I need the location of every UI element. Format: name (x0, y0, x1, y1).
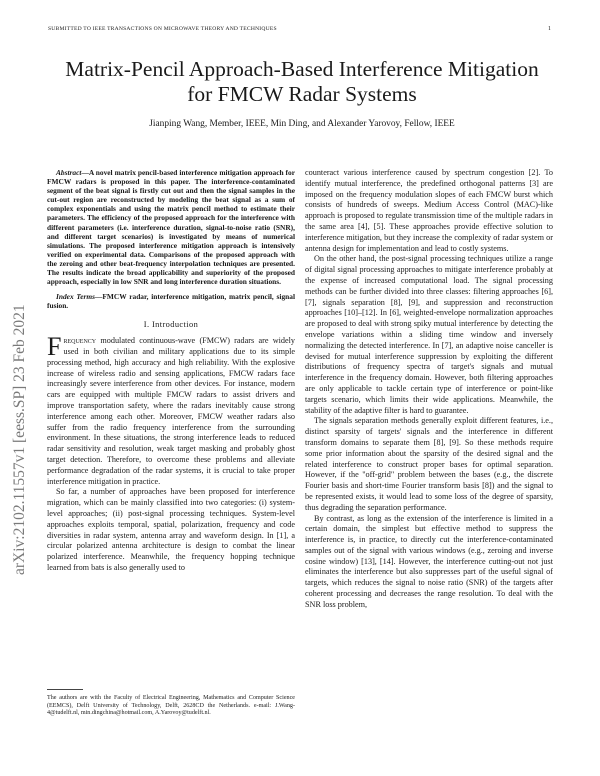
author-list: Jianping Wang, Member, IEEE, Min Ding, and Alexander Yarovoy, Fellow, IEEE (149, 119, 455, 129)
section-heading: I. Introduction (143, 320, 199, 330)
right-column (305, 168, 553, 611)
author-footnote: The authors are with the Faculty of Electrical Engineering, Mathematics and Computer Science (EEMCS), Delft University of Technology, Delft, 2628CD the Netherlands. e-mail: J.Wang-4@tudelft.nl, min.dingchina@hotmail.com, A.Yarovoy@tudelft.nl. (47, 695, 295, 717)
drop-cap: F (47, 332, 62, 362)
left-column (47, 168, 295, 574)
abstract-text: —A novel matrix pencil-based interference mitigation approach for FMCW radars is proposed in this paper. The interference-contaminated segment of the beat signal is firstly cut out and then the signal samples in the cut-out region are reconstructed by modeling the beat signal as a sum of complex exponentials and using the matrix pencil method to estimate their parameters. The efficiency of the proposed approach for the interference with different parameters (i.e. interference duration, signal-to-noise ratio (SNR), and different target scenarios) is investigated by means of numerical simulations. The proposed interference mitigation approach is intensively verified on experimental data. Comparisons of the proposed approach with the zeroing and other beat-frequency interpolation techniques are presented. The results indicate the broad applicability and superiority of the proposed approach, especially in low SNR and long interference duration situations. (47, 168, 295, 287)
right-paragraph-4: By contrast, as long as the extension of the interference is limited in a certain domain, the simplest but effective method to suppress the interference is, in practice, to directly cut the interference-contaminated samples out of the signal with various windows (e.g., zeroing and inverse cosine window) [13], [14]. However, the interference cutting-out not just eliminates the interference but also suppresses part of the useful signal of targets, which reduces the signal to noise ratio (SNR) of the targets after coherent processing and decreases the range resolution. To deal with the SNR loss problem, (305, 513, 553, 609)
abstract (47, 168, 295, 286)
intro-paragraph-1 (47, 332, 295, 487)
paper-title: Matrix-Pencil Approach-Based Interference Mitigation for FMCW Radar Systems (65, 57, 539, 106)
running-head: SUBMITTED TO IEEE TRANSACTIONS ON MICROWAVE THEORY AND TECHNIQUES (48, 26, 277, 32)
index-terms (47, 292, 295, 310)
arxiv-stamp[interactable]: arXiv:2102.11557v1 [eess.SP] 23 Feb 2021 (11, 304, 28, 575)
right-paragraph-2: On the other hand, the post-signal processing techniques utilize a range of digital signal processing approaches to mitigate interference probably at the expense of increased computational load. The signal processing methods can be further divided into three classes: filtering approaches [6], [7], signals separation [8], [9], and suppression and reconstruction approaches [10]–[12]. In [6], weighted-envelope normalization approaches are proposed to deal with strong spiky mutual interference by detecting the envelope variations within a sliding time window and inversely normalizing the detected interference. In [7], an adaptive noise canceller is devised for mutual interference suppression by exploiting the different distributions of frequency spectra of target's signals and mutual interference in the frequency domain. However, both filtering approaches are only applicable to tackle certain type of interference or point-like targets scenario, which limits their wide applications. Meanwhile, the stability of the adaptive filter is hard to guarantee. (305, 254, 553, 415)
page-number: 1 (548, 26, 551, 32)
intro-small-caps: requency (63, 336, 97, 346)
intro-paragraph-1-text: modulated continuous-wave (FMCW) radars are widely used in both civilian and military applications due to its simple processing method, high accuracy and high reliability. With the explosive increase of wireless radio and sensing applications, FMCW radars face increasingly severe interference from other devices. For instance, modern cars are equipped with multiple FMCW radars to assist drivers and improve transportation safety, where the radars inevitably cause strong interference among each other. Moreover, FMCW weather radars also suffer from the radio frequency interference from the surrounding environment. In these situations, the strong interference leads to reduced radar sensitivity and resolution, weak target masking and probably ghost target detection. Therefore, to overcome these problems and alleviate performance degradation of the radar systems, it is crucial to take proper interference mitigation in practice. (47, 336, 295, 486)
footnote-rule (47, 689, 83, 690)
index-terms-lead: Index Terms (56, 292, 96, 302)
right-paragraph-1: counteract various interference caused by spectrum congestion [2]. To identify mutual interference, the predefined orthogonal patterns [3] are imposed on the frequency modulation slopes of each FMCW burst which consists of hundreds of sweeps. Medium Access Control (MAC)-like approach is proposed to regulate transmission time of the multiple radars in the same area [4], [5]. These approaches provide effective solution to interference mitigation, but they increase the complexity of radar system or antenna design for implementation and lead to costly systems. (305, 168, 553, 253)
right-paragraph-3: The signals separation methods generally exploit different features, i.e., distinct sparsity of targets' signals and the interference in different transform domains to separate them [8], [9]. So these methods require some prior information about the sparsity of the desired signal and the related interference to construct proper bases for optimal separation. However, if the "off-grid" problem between the bases (e.g., the discrete Fourier basis and short-time Fourier transform basis [8]) and the signal to be represented exists, it would lead to some loss of the degree of sparsity, thus degrading the separation performance. (305, 416, 553, 512)
index-terms-text: —FMCW radar, interference mitigation, matrix pencil, signal fusion. (47, 292, 295, 311)
intro-paragraph-2: So far, a number of approaches have been proposed for interference migration, which can be mainly classified into two categories: (i) system-level approaches; (ii) post-signal processing techniques. System-level approaches exploits temporal, spatial, polarization, frequency and code diversities in radar system, antenna array and waveform design. In [1], a circular polarized antenna architecture is design to combat the linear polarized interference. Meanwhile, the frequency hopping technique learned from bats is also generally used to (47, 487, 295, 572)
abstract-lead: Abstract (56, 168, 82, 177)
